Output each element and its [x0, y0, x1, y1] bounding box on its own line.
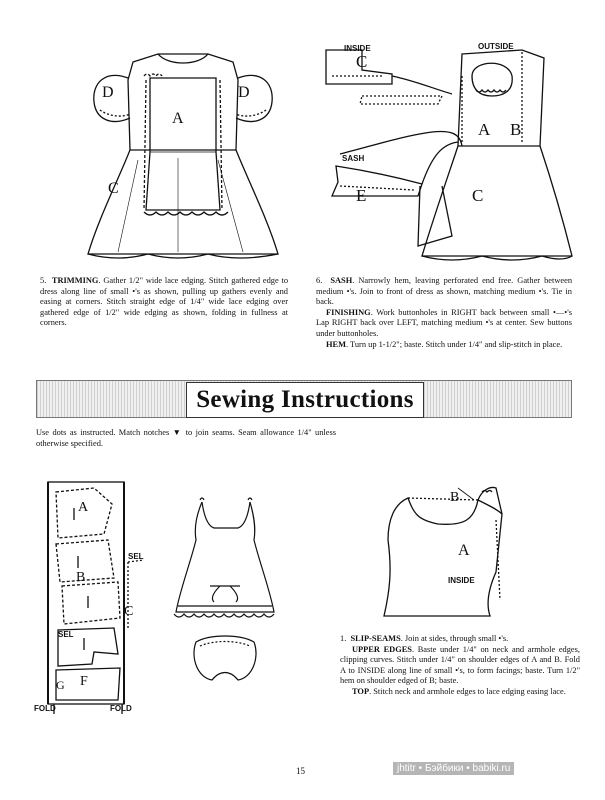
piece-label: D: [238, 84, 250, 101]
step-body: . Gather 1/2" wide lace edging. Stitch gathered edge to dress along line of small •'s as shown, pulling up gathers evenly and easing at corners. Stitch straight edge of 1/4" wide lace edging over gathered edge of 1/2" wide edging as shown, folding in fullness at corners.: [40, 276, 289, 328]
step-body: . Turn up 1-1/2"; baste. Stitch under 1/4" and slip-stitch in place.: [346, 339, 563, 349]
piece-label: C: [124, 604, 134, 619]
step-number: 5.: [40, 276, 47, 285]
selvage-label: SEL: [128, 552, 144, 561]
piece-label: B: [450, 490, 460, 505]
piece-label: A: [458, 542, 470, 559]
step-heading: FINISHING: [326, 307, 371, 317]
piece-label: E: [356, 186, 367, 205]
piece-label: D: [102, 84, 114, 101]
outside-label: OUTSIDE: [478, 42, 514, 51]
step-heading: HEM: [326, 339, 347, 349]
step-body: . Baste under 1/4" on neck and armhole edges, clipping curves. Stitch under 1/4" on shoulder edges of A and B. Fold A to INSIDE along line of small •'s, to form facings; baste. Turn 1/2" hem on shoulder edged of B; baste.: [340, 644, 580, 686]
banner-box: [186, 382, 424, 418]
page-number: 15: [296, 766, 305, 776]
piece-label: B: [76, 570, 86, 585]
piece-label: A: [172, 110, 184, 127]
fold-label: FOLD: [110, 704, 132, 713]
sundress-bloomers-illustration: [170, 494, 280, 704]
piece-label: A: [478, 120, 491, 139]
pattern-layout-illustration: [34, 478, 176, 718]
piece-label: C: [108, 180, 119, 197]
sash-label: SASH: [342, 154, 365, 163]
step-heading: TRIMMING: [51, 276, 99, 285]
step-5-text: [40, 276, 288, 329]
step-heading: SLIP-SEAMS: [350, 634, 401, 643]
step-number: 1.: [340, 634, 347, 643]
step-body: . Stitch neck and armhole edges to lace edging easing lace.: [369, 686, 566, 696]
piece-label: F: [80, 674, 88, 689]
step-body: . Work buttonholes in RIGHT back between small •—•'s Lap RIGHT back over LEFT, matching medium •'s at center. Sew buttons under buttonholes.: [316, 307, 572, 338]
section-banner: [36, 380, 572, 418]
fold-label: FOLD: [34, 704, 56, 713]
step-body: . Narrowly hem, leaving perforated end free. Gather between medium •'s. Join to front of dress as shown, matching medium •'s. Tie in back.: [316, 276, 573, 307]
step-number: 6.: [316, 276, 323, 285]
piece-label: G: [56, 678, 65, 692]
step-heading: UPPER EDGES: [352, 644, 412, 654]
selvage-label: SEL: [58, 630, 74, 639]
step-body: . Join at sides, through small •'s.: [400, 634, 509, 643]
piece-label: B: [510, 120, 522, 139]
piece-label: A: [78, 500, 89, 515]
banner-title: Sewing Instructions: [196, 386, 414, 413]
piece-label: C: [356, 52, 368, 71]
inside-label: INSIDE: [448, 576, 475, 585]
intro-paragraph: Use dots as instructed. Match notches ▼ to join seams. Seam allowance 1/4" unless otherwise specified.: [36, 428, 336, 448]
top-pieces-illustration: [378, 480, 522, 620]
inside-label: INSIDE: [344, 44, 371, 53]
step-heading: SASH: [330, 276, 353, 285]
step-6-text: [316, 276, 572, 350]
piece-label: C: [472, 186, 484, 205]
step-heading: TOP: [352, 686, 370, 696]
dress-back-sash-illustration: [322, 36, 580, 264]
dress-front-illustration: [78, 40, 288, 265]
watermark: jhtitr • Бэйбики • babiki.ru: [393, 762, 514, 775]
intro-text: [36, 428, 336, 449]
step-1-text: [340, 634, 580, 698]
